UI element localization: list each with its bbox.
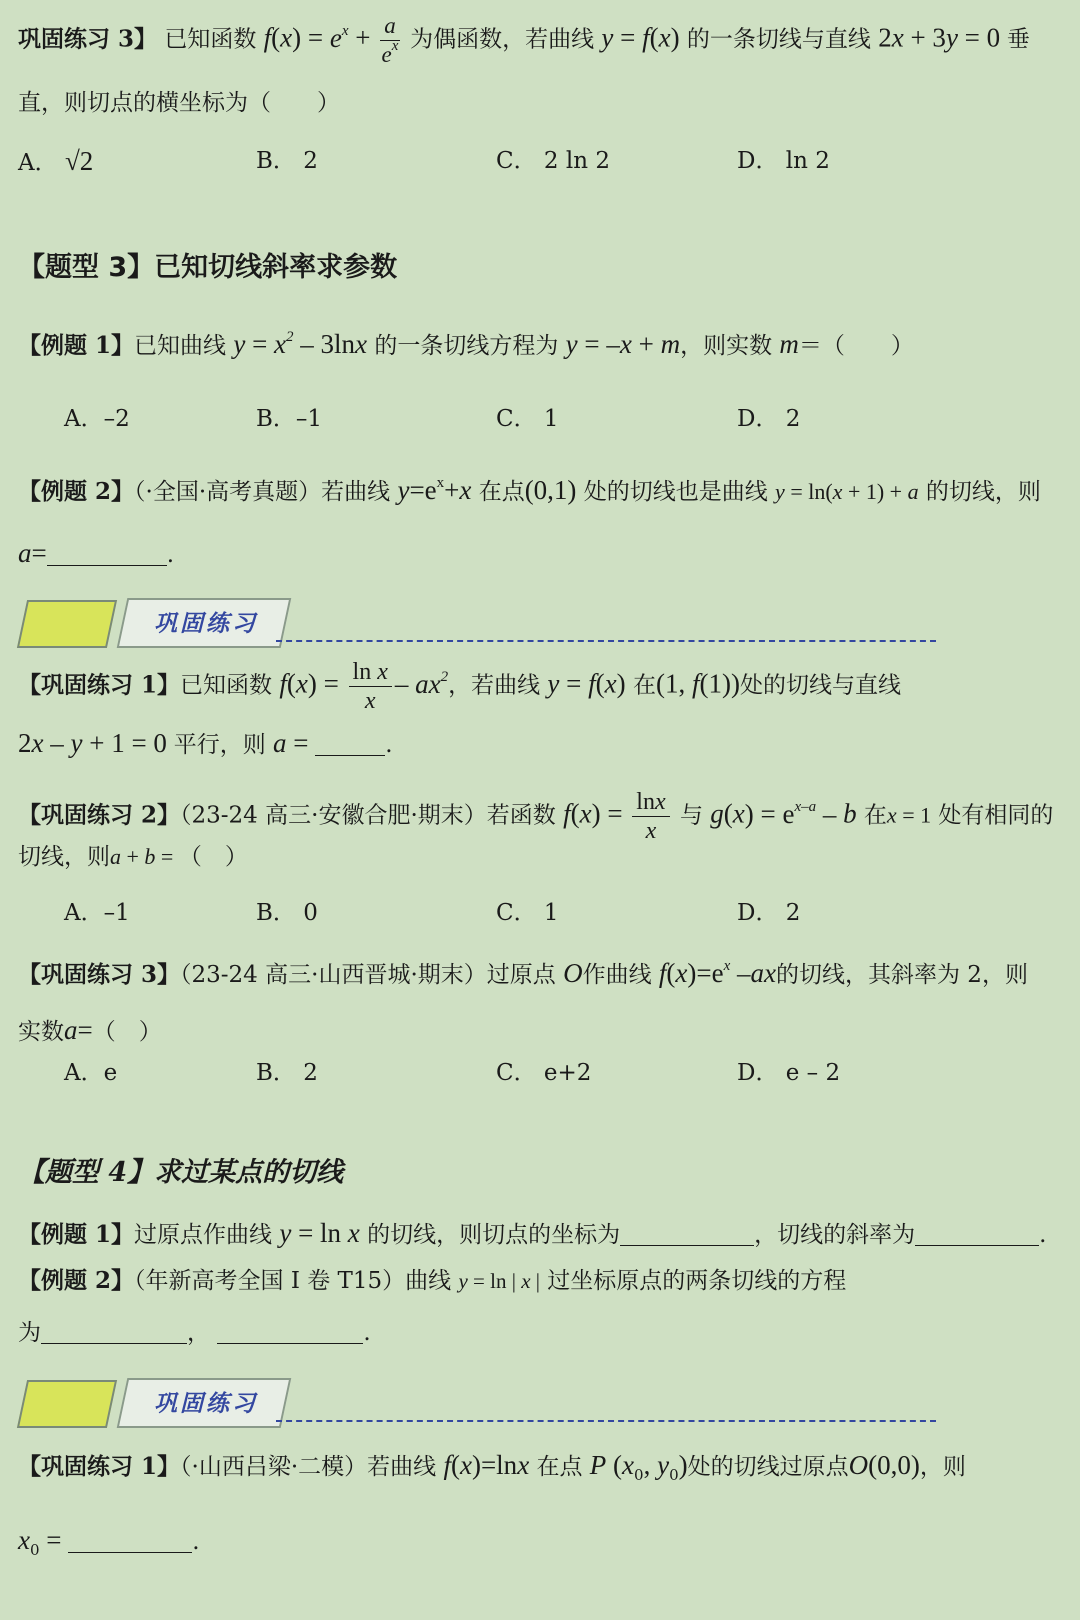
practice3-question-line2: 实数a=（ ）	[18, 1015, 162, 1045]
answer-blank[interactable]	[47, 541, 167, 566]
answer-blank[interactable]	[620, 1221, 754, 1246]
example2-answer-line: a= .	[18, 538, 175, 568]
practice4-1-question: 【巩固练习 1】（·山西吕梁·二模）若曲线 f(x)=lnx 在点 P ($x_0$, $y_0$)处的切线过原点O(0,0)，则	[18, 1450, 966, 1484]
option-d[interactable]: D． 2	[737, 900, 801, 926]
answer-blank[interactable]	[315, 731, 385, 756]
option-c[interactable]: C． 2 ln 2	[496, 148, 610, 174]
option-a[interactable]: A． √2	[18, 146, 94, 176]
banner-label: 巩固练习	[154, 1391, 258, 1417]
banner-divider	[276, 1420, 936, 1422]
option-b[interactable]: B．–1	[256, 406, 323, 432]
practice2-question-line2: 切线，则a + b = （ ）	[18, 844, 248, 870]
practice3-question-line1: 【巩固练习 3】（23-24 高三·山西晋城·期末）过原点 O作曲线 $f(x)=e^x$ –ax的切线，其斜率为 2，则	[18, 958, 1028, 988]
option-c[interactable]: C． e+2	[496, 1060, 592, 1086]
option-d[interactable]: D． e – 2	[737, 1060, 841, 1086]
practice1-question-line1: 【巩固练习 1】已知函数 f(x) = $\frac{\text{ln x}}{x}$ – $ax^2$，若曲线 y = f(x) 在(1, f(1))处的切线与直线	[18, 659, 901, 714]
answer-blank[interactable]	[915, 1221, 1039, 1246]
option-a[interactable]: A．e	[64, 1060, 118, 1086]
practice-banner	[18, 596, 938, 648]
option-c[interactable]: C． 1	[496, 900, 559, 926]
practice4-1-answer-line: $x_0$ = .	[18, 1525, 200, 1559]
example4-2-question-line2: 为 ， .	[18, 1320, 371, 1346]
example4-2-question-line1: 【例题 2】（年新高考全国 I 卷 T15）曲线 y = ln | x | 过坐标原点的两条切线的方程	[18, 1267, 847, 1294]
option-d[interactable]: D． ln 2	[737, 148, 830, 174]
answer-blank[interactable]	[217, 1319, 363, 1344]
banner-label: 巩固练习	[154, 611, 258, 637]
section-title-type3: 【题型 3】已知切线斜率求参数	[18, 252, 398, 283]
answer-blank[interactable]	[41, 1319, 187, 1344]
option-b[interactable]: B． 0	[256, 900, 318, 926]
example4-1-question: 【例题 1】过原点作曲线 y = ln x 的切线，则切点的坐标为 ，切线的斜率为 .	[18, 1218, 1047, 1248]
option-b[interactable]: B． 2	[256, 1060, 318, 1086]
option-a[interactable]: A．–2	[64, 406, 130, 432]
question-label: 巩固练习 3】	[18, 25, 158, 53]
practice1-question-line2: 2x – y + 1 = 0 平行，则 a = .	[18, 728, 393, 758]
top-question-line2: 直，则切点的横坐标为（ ）	[18, 90, 340, 116]
banner-swatch	[17, 1380, 117, 1428]
option-b[interactable]: B． 2	[256, 148, 318, 174]
banner-swatch	[17, 600, 117, 648]
example1-question: 【例题 1】已知曲线 $y = x^2 - 3\ln x$ 的一条切线方程为 y = –x + m，则实数 m＝（ ）	[18, 329, 914, 359]
option-a[interactable]: A．–1	[64, 900, 130, 926]
practice2-question-line1: 【巩固练习 2】（23-24 高三·安徽合肥·期末）若函数 f(x) = $\frac{\ln x}{x}$ 与 $g(x) = e^{x-a} - b$ 在x = 1 处有相同的	[18, 789, 1054, 844]
option-d[interactable]: D． 2	[737, 406, 801, 432]
answer-blank[interactable]	[68, 1528, 192, 1553]
section-title-type4: 【题型 4】求过某点的切线	[18, 1157, 344, 1188]
option-c[interactable]: C． 1	[496, 406, 559, 432]
top-question-line1: 巩固练习 3】 已知函数 $f(x) = e^x$ + $\frac{a}{e^x}$ 为偶函数，若曲线 y = f(x) 的一条切线与直线 2x + 3y = 0 垂	[18, 13, 1030, 67]
example2-question: 【例题 2】（·全国·高考真题）若曲线 $y=e^x+x$ 在点(0,1) 处的切线也是曲线 y = ln(x + 1) + a 的切线，则	[18, 475, 1041, 505]
practice-banner	[18, 1376, 938, 1428]
banner-divider	[276, 640, 936, 642]
